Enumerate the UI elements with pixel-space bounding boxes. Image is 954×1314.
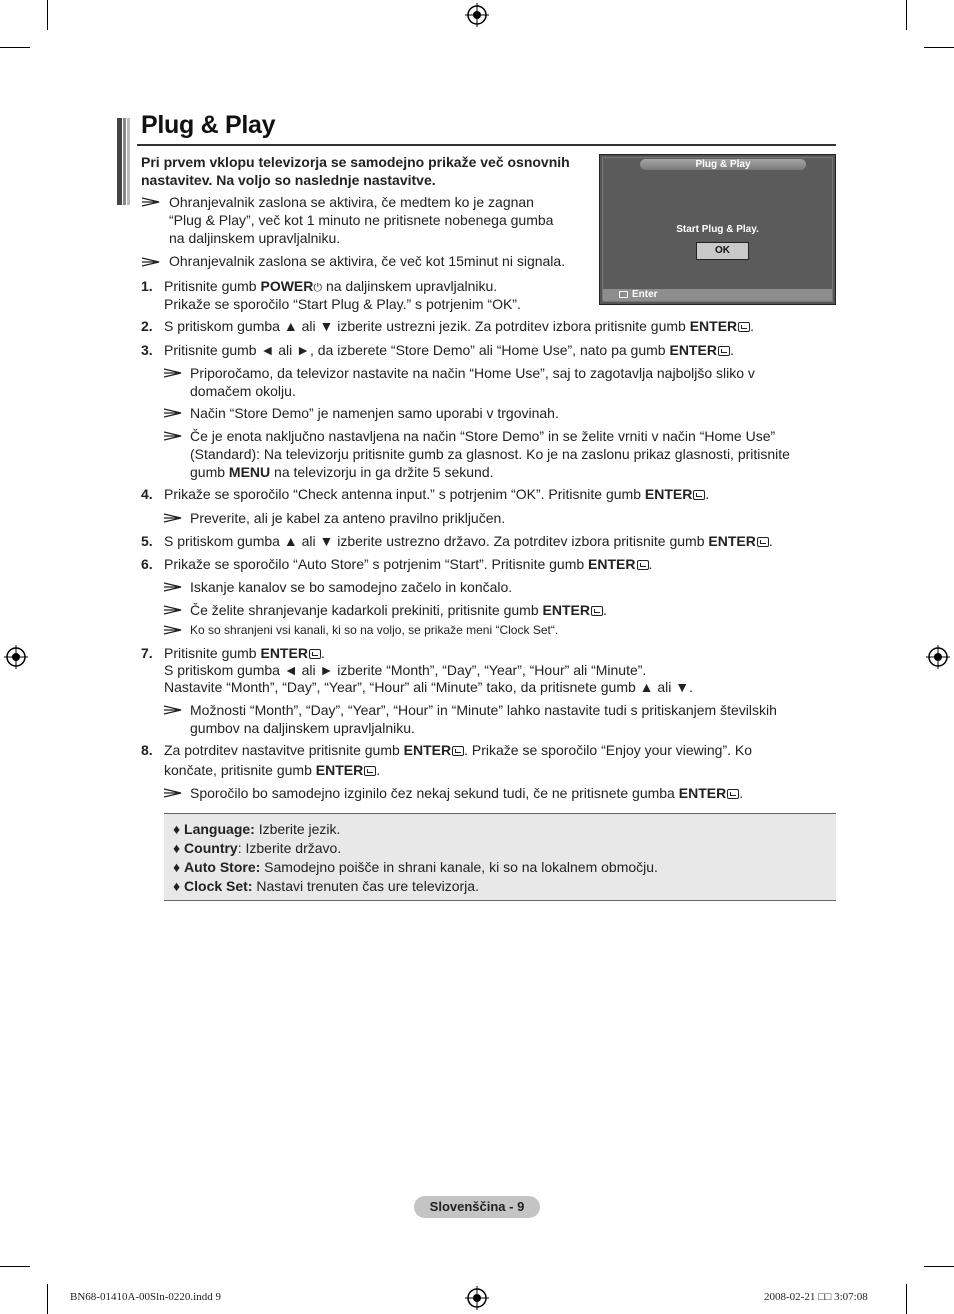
enter-icon	[727, 789, 739, 799]
step-text: Za potrditev nastavitve pritisnite gumb ENTER . Prikaže se sporočilo “Enjoy your viewing”. Ko	[164, 742, 753, 758]
note-text: gumb MENU na televizorju in ga držite 5 sekund.	[190, 464, 494, 480]
enter-icon	[757, 537, 769, 547]
note-text: Ohranjevalnik zaslona se aktivira, če več kot 15minut ni signala.	[169, 253, 566, 269]
osd-footer-label: Enter	[632, 289, 658, 300]
step-text: Prikaže se sporočilo “Start Plug & Play.” s potrjenim “OK”.	[164, 296, 521, 312]
osd-footer	[603, 289, 832, 301]
note-text: Če je enota naključno nastavljena na način “Store Demo” in se želite vrniti v način “Home Use”	[190, 428, 776, 444]
summary-item: ♦ Country: Izberite državo.	[173, 840, 342, 856]
osd-message: Start Plug & Play.	[676, 224, 759, 235]
summary-item: ♦ Language: Izberite jezik.	[173, 821, 341, 837]
enter-icon	[693, 490, 705, 500]
registration-mark-icon	[926, 645, 950, 669]
enter-icon	[738, 322, 750, 332]
note-arrow-icon	[141, 196, 161, 208]
step-text: Pritisnite gumb POWER⏻ na daljinskem upravljalniku.	[164, 278, 498, 294]
note-arrow-icon	[163, 430, 183, 442]
summary-item: ♦ Auto Store: Samodejno poišče in shrani kanale, ki so na lokalnem območju.	[173, 859, 658, 875]
note-arrow-icon	[141, 256, 161, 268]
intro-text: Pri prvem vklopu televizorja se samodejno prikaže več osnovnih nastavitev. Na voljo so naslednje nastavitve.	[141, 154, 570, 188]
note-arrow-icon	[163, 407, 183, 419]
crop-mark	[906, 1284, 907, 1314]
note-text: gumbov na daljinskem upravljalniku.	[190, 720, 415, 736]
note-arrow-icon	[163, 604, 183, 616]
step-text: Nastavite “Month”, “Day”, “Year”, “Hour” ali “Minute” tako, da pritisnete gumb ▲ ali ▼.	[164, 679, 694, 695]
note-text: Priporočamo, da televizor nastavite na način “Home Use”, saj to zagotavlja najboljšo sliko v	[190, 365, 755, 381]
enter-icon	[364, 766, 376, 776]
note-text: Preverite, ali je kabel za anteno pravilno priključen.	[190, 510, 506, 526]
enter-icon	[637, 560, 649, 570]
page-title: Plug & Play	[141, 111, 276, 139]
step-text: končate, pritisnite gumb ENTER .	[164, 762, 381, 778]
step-number: 6.	[141, 556, 153, 572]
step-number: 4.	[141, 486, 153, 502]
note-text: Način “Store Demo” je namenjen samo uporabi v trgovinah.	[190, 405, 559, 421]
step-number: 8.	[141, 742, 153, 758]
crop-mark	[47, 1284, 48, 1314]
note-arrow-icon	[163, 367, 183, 379]
step-text: Prikaže se sporočilo “Check antenna input.” s potrjenim “OK”. Pritisnite gumb ENTER .	[164, 486, 710, 502]
registration-mark-icon	[465, 3, 489, 27]
note-arrow-icon	[163, 581, 183, 593]
footer-date: 2008-02-21 □□ 3:07:08	[764, 1291, 868, 1303]
osd-ok-button[interactable]: OK	[696, 242, 749, 260]
crop-mark	[47, 0, 48, 30]
note-text: Možnosti “Month”, “Day”, “Year”, “Hour” in “Minute” lahko nastavite tudi s pritiskanjem številskih	[190, 702, 777, 718]
note-text: Sporočilo bo samodejno izginilo čez nekaj sekund tudi, če ne pritisnete gumba ENTER .	[190, 785, 744, 801]
note-text: Če želite shranjevanje kadarkoli prekiniti, pritisnite gumb ENTER .	[190, 602, 607, 618]
title-decoration	[117, 118, 131, 205]
enter-icon	[718, 346, 730, 356]
crop-mark	[0, 47, 30, 48]
step-text: Pritisnite gumb ◄ ali ►, da izberete “Store Demo” ali “Home Use”, nato pa gumb ENTER .	[164, 342, 734, 358]
footer-file: BN68-01410A-00Sln-0220.indd 9	[70, 1291, 221, 1303]
registration-mark-icon	[4, 645, 28, 669]
note-text: Ko so shranjeni vsi kanali, ki so na voljo, se prikaže meni “Clock Set“.	[190, 623, 559, 637]
title-rule	[137, 144, 836, 146]
step-number: 1.	[141, 278, 153, 294]
note-arrow-icon	[163, 787, 183, 799]
step-text: S pritiskom gumba ◄ ali ► izberite “Month”, “Day”, “Year”, “Hour” ali “Minute”.	[164, 662, 647, 678]
step-text: S pritiskom gumba ▲ ali ▼ izberite ustrezni jezik. Za potrditev izbora pritisnite gumb ENTER .	[164, 318, 755, 334]
step-number: 7.	[141, 645, 153, 661]
note-arrow-icon	[163, 512, 183, 524]
crop-mark	[924, 47, 954, 48]
step-number: 5.	[141, 533, 153, 549]
summary-item: ♦ Clock Set: Nastavi trenuten čas ure televizorja.	[173, 878, 479, 894]
page-number: Slovenščina - 9	[414, 1196, 540, 1218]
enter-icon	[452, 746, 464, 756]
note-text: Iskanje kanalov se bo samodejno začelo in končalo.	[190, 579, 513, 595]
step-text: Pritisnite gumb ENTER .	[164, 645, 325, 661]
registration-mark-icon	[465, 1286, 489, 1310]
note-text: Ohranjevalnik zaslona se aktivira, če medtem ko je zagnan	[169, 194, 534, 210]
osd-header: Plug & Play	[640, 159, 806, 170]
note-text: na daljinskem upravljalniku.	[169, 230, 341, 246]
enter-icon	[591, 606, 603, 616]
step-number: 2.	[141, 318, 153, 334]
osd-screen	[599, 154, 836, 305]
step-number: 3.	[141, 342, 153, 358]
crop-mark	[906, 0, 907, 30]
summary-box	[164, 813, 836, 901]
note-text: “Plug & Play”, več kot 1 minuto ne pritisnete nobenega gumba	[169, 212, 554, 228]
step-text: Prikaže se sporočilo “Auto Store” s potrjenim “Start”. Pritisnite gumb ENTER .	[164, 556, 653, 572]
note-text: (Standard): Na televizorju pritisnite gumb za glasnost. Ko je na zaslonu prikaz glasnosti, pritisnite	[190, 446, 790, 462]
power-icon: ⏻	[313, 282, 323, 294]
crop-mark	[924, 1266, 954, 1267]
crop-mark	[0, 1266, 30, 1267]
enter-icon	[619, 291, 628, 298]
note-arrow-icon	[163, 624, 183, 636]
note-arrow-icon	[163, 704, 183, 716]
step-text: S pritiskom gumba ▲ ali ▼ izberite ustrezno državo. Za potrditev izbora pritisnite gumb ENTER .	[164, 533, 773, 549]
note-text: domačem okolju.	[190, 383, 296, 399]
enter-icon	[309, 649, 321, 659]
